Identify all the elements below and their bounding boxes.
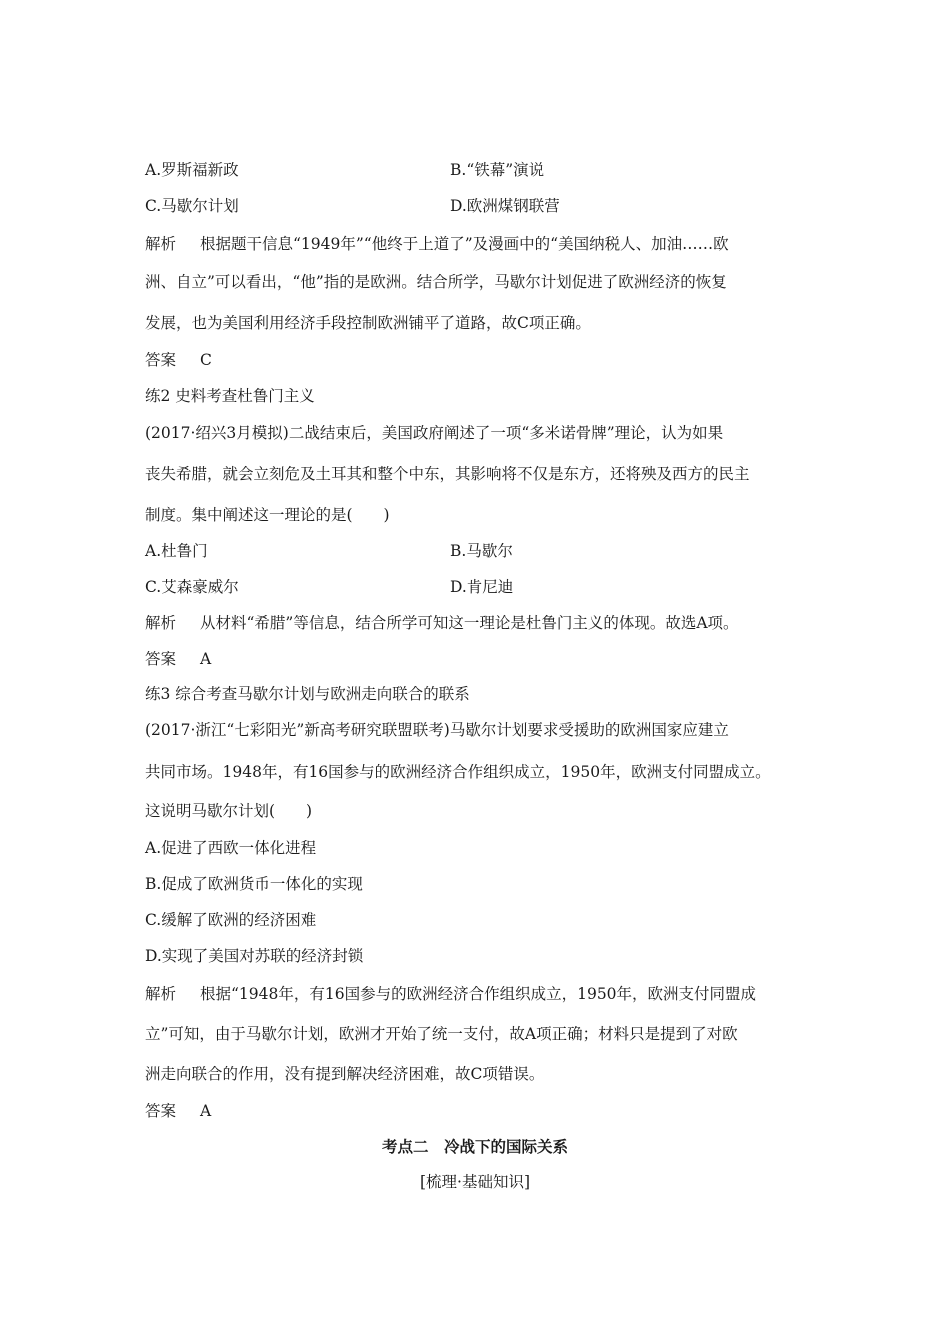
q2-stem-line: (2017·绍兴3月模拟)二战结束后，美国政府阐述了一项“多米诺骨牌”理论，认为如果 <box>145 424 724 442</box>
q1-option-c: C.马歇尔计划 <box>145 197 239 215</box>
answer-label: 答案 <box>145 351 177 369</box>
q1-analysis-line: 解析 根据题干信息“1949年”“他终于上道了”及漫画中的“美国纳税人、加油……欧 <box>145 235 729 253</box>
q3-option-b: B.促成了欧洲货币一体化的实现 <box>145 875 363 893</box>
q1-option-b: B.“铁幕”演说 <box>450 161 545 179</box>
q2-option-b: B.马歇尔 <box>450 542 513 560</box>
q2-stem-line: 丧失希腊，就会立刻危及土耳其和整个中东，其影响将不仅是东方，还将殃及西方的民主 <box>145 465 750 483</box>
q1-answer-line <box>145 350 212 370</box>
q3-stem-line: 这说明马歇尔计划( ) <box>145 802 313 820</box>
analysis-label: 解析 <box>145 614 177 632</box>
q3-analysis-line: 立”可知，由于马歇尔计划，欧洲才开始了统一支付，故A项正确；材料只是提到了对欧 <box>145 1025 738 1043</box>
q3-analysis-line: 解析 根据“1948年，有16国参与的欧洲经济合作组织成立，1950年，欧洲支付同盟成 <box>145 985 757 1003</box>
analysis-label: 解析 <box>145 235 177 253</box>
answer-value: C <box>200 351 212 369</box>
q3-option-d: D.实现了美国对苏联的经济封锁 <box>145 947 364 965</box>
q3-heading: 练3 综合考查马歇尔计划与欧洲走向联合的联系 <box>145 685 470 703</box>
analysis-label: 解析 <box>145 985 177 1003</box>
answer-value: A <box>200 1102 212 1120</box>
section-title: 考点二 冷战下的国际关系 <box>381 1137 568 1156</box>
q1-analysis-line: 发展，也为美国利用经济手段控制欧洲铺平了道路，故C项正确。 <box>145 314 591 332</box>
q3-analysis-line: 洲走向联合的作用，没有提到解决经济困难，故C项错误。 <box>145 1065 545 1083</box>
q2-answer-line <box>145 649 211 669</box>
q3-option-a: A.促进了西欧一体化进程 <box>145 839 317 857</box>
answer-value: A <box>200 650 212 668</box>
answer-label: 答案 <box>145 650 177 668</box>
q2-analysis-line: 解析 从材料“希腊”等信息，结合所学可知这一理论是杜鲁门主义的体现。故选A项。 <box>145 614 739 632</box>
q3-option-c: C.缓解了欧洲的经济困难 <box>145 911 317 929</box>
answer-label: 答案 <box>145 1102 177 1120</box>
q1-option-d: D.欧洲煤钢联营 <box>450 197 560 215</box>
q2-stem-line: 制度。集中阐述这一理论的是( ) <box>145 506 390 524</box>
q3-stem-line: 共同市场。1948年，有16国参与的欧洲经济合作组织成立，1950年，欧洲支付同盟成立。 <box>145 763 771 781</box>
q1-analysis-line: 洲、自立”可以看出，“他”指的是欧洲。结合所学，马歇尔计划促进了欧洲经济的恢复 <box>145 273 727 291</box>
q2-heading: 练2 史料考查杜鲁门主义 <box>145 387 315 405</box>
q2-option-d: D.肯尼迪 <box>450 578 514 596</box>
q2-option-c: C.艾森豪威尔 <box>145 578 239 596</box>
q2-option-a: A.杜鲁门 <box>145 542 208 560</box>
q3-answer-line <box>145 1101 211 1121</box>
q3-stem-line: (2017·浙江“七彩阳光”新高考研究联盟联考)马歇尔计划要求受援助的欧洲国家应建立 <box>145 721 729 739</box>
q1-option-a: A.罗斯福新政 <box>145 161 239 179</box>
section-subtitle: [梳理·基础知识] <box>419 1173 531 1191</box>
